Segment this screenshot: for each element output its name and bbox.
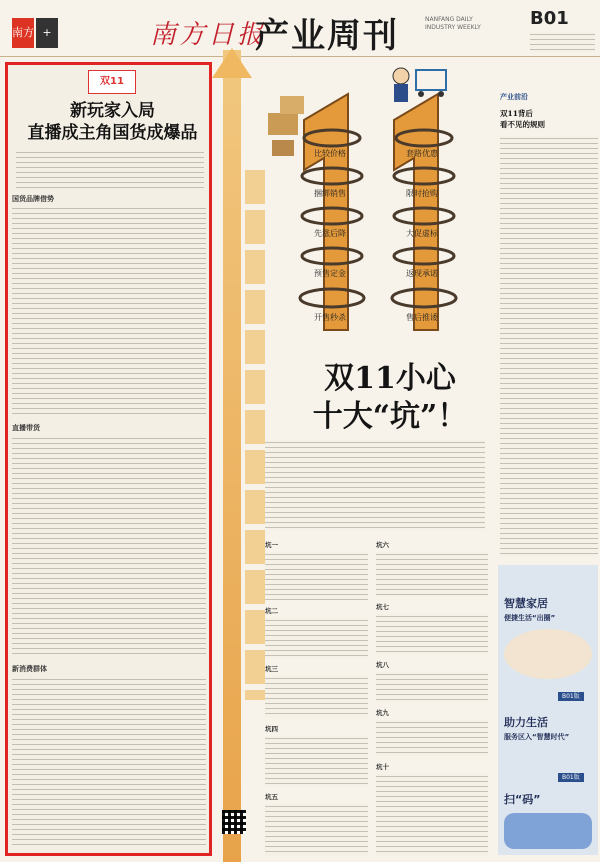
- left-subhead-2: 直播带货: [12, 424, 40, 432]
- promo-sub-1: 便捷生活“出圈”: [504, 614, 556, 622]
- section-title: 产业周刊: [255, 16, 399, 56]
- trap-label-right-1: 套路优惠: [406, 149, 438, 158]
- trap-10-body: [376, 774, 488, 856]
- trap-label-left-2: 捆绑销售: [314, 189, 346, 198]
- trap-6-title: 坑六: [376, 541, 389, 549]
- trap-label-right-4: 返现承诺: [406, 269, 438, 278]
- trap-label-left-5: 开售秒杀: [314, 313, 346, 322]
- trap-label-left-4: 预售定金: [314, 269, 346, 278]
- trap-2-title: 坑二: [265, 607, 278, 615]
- trap-5-body: [265, 804, 368, 856]
- center-headline-line2: 十大“坑”！: [312, 399, 468, 434]
- left-subhead-1: 国货品牌借势: [12, 195, 54, 203]
- promo-page-button-2[interactable]: B01版: [558, 773, 584, 782]
- trap-3-title: 坑三: [265, 665, 278, 673]
- left-subhead-3: 新消费群体: [12, 665, 47, 673]
- english-subtitle: NANFANG DAILY INDUSTRY WEEKLY: [425, 16, 481, 31]
- left-body-3: [12, 677, 206, 849]
- trap-label-left-3: 先涨后降: [314, 229, 346, 238]
- trap-1-title: 坑一: [265, 541, 278, 549]
- promo-title-3: 扫“码”: [504, 793, 541, 806]
- up-arrow-decoration: [223, 50, 241, 862]
- left-article-headline: [20, 100, 205, 144]
- trap-4-body: [265, 736, 368, 786]
- trap-8-title: 坑八: [376, 661, 389, 669]
- double11-badge: 双11: [88, 70, 136, 94]
- right-promo-panel: [498, 565, 598, 855]
- page-info: [530, 32, 595, 52]
- trap-6-body: [376, 552, 488, 596]
- trap-4-title: 坑四: [265, 725, 278, 733]
- trap-label-right-3: 大促虚标: [406, 229, 438, 238]
- trap-10-title: 坑十: [376, 763, 389, 771]
- center-lead-text: [265, 440, 485, 530]
- trap-7-title: 坑七: [376, 603, 389, 611]
- logo-dark-block: +: [36, 18, 58, 48]
- car-illustration-icon: [504, 813, 592, 849]
- left-headline-line1: 新玩家入局: [70, 101, 155, 121]
- right-headline-line2: 看不见的规则: [500, 120, 545, 129]
- trap-7-body: [376, 614, 488, 654]
- trap-9-title: 坑九: [376, 709, 389, 717]
- dashed-arrow-decoration: [245, 170, 265, 700]
- qr-code-icon[interactable]: [222, 810, 246, 834]
- left-lead-text: [16, 150, 204, 188]
- trap-3-body: [265, 676, 368, 718]
- trap-1-body: [265, 552, 368, 600]
- right-headline-line1: 双11背后: [500, 109, 533, 118]
- right-body-text: [500, 136, 598, 556]
- left-body-1: [12, 206, 206, 416]
- trap-5-title: 坑五: [265, 793, 278, 801]
- promo-title-1: 智慧家居: [504, 597, 548, 610]
- trap-9-body: [376, 720, 488, 756]
- trap-label-right-5: 售后推诿: [406, 313, 438, 322]
- left-headline-line2: 直播成主角国货成爆品: [27, 123, 198, 143]
- promo-title-2: 助力生活: [504, 716, 548, 729]
- trap-label-left-1: 比较价格: [314, 149, 346, 158]
- smart-home-illustration-icon: [504, 629, 592, 679]
- up-arrow-head-icon: [212, 48, 252, 78]
- right-section-tag: 产业前沿: [500, 93, 528, 101]
- trap-8-body: [376, 672, 488, 702]
- promo-sub-2: 服务区入“智慧时代”: [504, 733, 570, 741]
- newspaper-logo-tag: [12, 18, 58, 48]
- page-number: B01: [530, 8, 569, 29]
- promo-page-button-1[interactable]: B01版: [558, 692, 584, 701]
- double11-trap-illustration: [266, 58, 486, 358]
- brand-title: 南方日报: [150, 20, 267, 50]
- center-headline: [290, 360, 490, 436]
- left-body-2: [12, 436, 206, 658]
- trap-label-right-2: 限时抢购: [406, 189, 438, 198]
- right-column: [500, 92, 598, 552]
- center-headline-line1: 双11小心: [324, 361, 456, 396]
- trap-2-body: [265, 618, 368, 658]
- logo-red-block: 南方: [12, 18, 34, 48]
